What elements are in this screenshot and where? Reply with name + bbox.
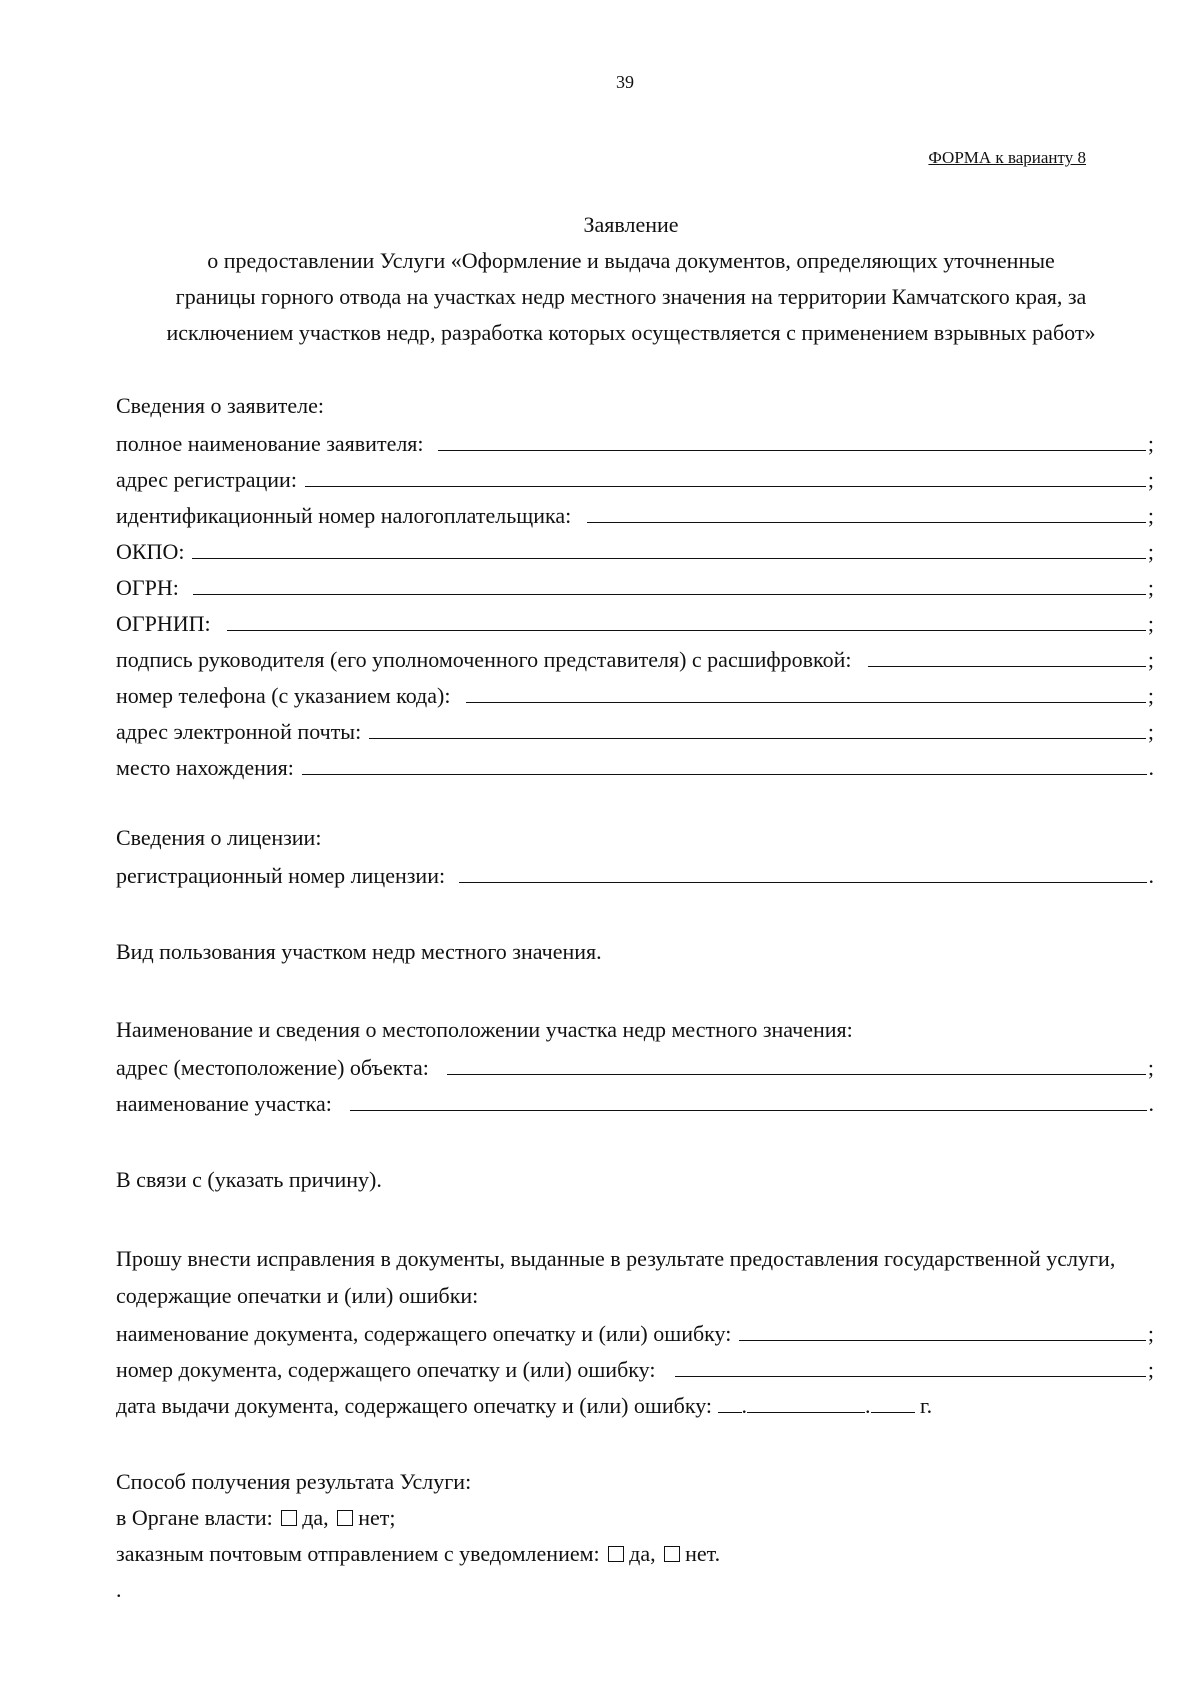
field-punct: ; — [1147, 719, 1154, 744]
field-punct: ; — [1147, 611, 1154, 636]
field-site-address — [116, 1048, 1154, 1084]
field-signature — [116, 640, 1154, 676]
field-label: наименование участка: — [116, 1091, 332, 1116]
delivery-heading: Способ получения результата Услуги: — [116, 1469, 472, 1494]
field-issue-date — [116, 1386, 1154, 1422]
registration-address-input-line[interactable] — [305, 460, 1146, 487]
issue-date-year-line[interactable] — [871, 1386, 915, 1413]
form-reference: ФОРМА к варианту 8 — [928, 148, 1086, 167]
field-label: регистрационный номер лицензии: — [116, 863, 446, 888]
field-punct: ; — [1147, 1357, 1154, 1382]
date-year-suffix: г. — [920, 1393, 933, 1418]
document-name-input-line[interactable] — [739, 1314, 1146, 1341]
delivery-mail-row — [116, 1536, 1154, 1572]
field-document-number — [116, 1350, 1154, 1386]
site-heading: Наименование и сведения о местоположении участка недр местного значения: — [116, 1017, 853, 1042]
field-email — [116, 712, 1154, 748]
field-okpo — [116, 532, 1154, 568]
field-punct: . — [1148, 755, 1154, 780]
phone-input-line[interactable] — [466, 676, 1145, 703]
authority-no-checkbox[interactable] — [337, 1510, 353, 1526]
field-label: адрес (местоположение) объекта: — [116, 1055, 429, 1080]
applicant-heading: Сведения о заявителе: — [116, 393, 325, 418]
field-ogrn — [116, 568, 1154, 604]
issue-date-label: дата выдачи документа, содержащего опечатку и (или) ошибку: — [116, 1393, 713, 1418]
field-punct: ; — [1147, 1055, 1154, 1080]
field-inn — [116, 496, 1154, 532]
mail-no-checkbox[interactable] — [664, 1546, 680, 1562]
full-name-input-line[interactable] — [438, 424, 1146, 451]
title-heading: Заявление — [583, 212, 679, 237]
field-label: полное наименование заявителя: — [116, 431, 424, 456]
field-full-name — [116, 424, 1154, 460]
delivery-authority-row — [116, 1500, 1154, 1536]
field-label: ОГРН: — [116, 575, 179, 600]
ogrnip-input-line[interactable] — [227, 604, 1146, 631]
date-separator: . — [865, 1393, 871, 1418]
checkbox-label-yes: да, — [629, 1541, 656, 1566]
field-punct: ; — [1147, 467, 1154, 492]
request-text: Прошу внести исправления в документы, выданные в результате предоставления государственной услуги, содержащие опечатки и (или) ошибки: — [116, 1246, 1116, 1308]
field-punct: ; — [1147, 1321, 1154, 1346]
reason-text: В связи с (указать причину). — [116, 1167, 382, 1192]
field-punct: . — [1148, 1091, 1154, 1116]
field-label: подпись руководителя (его уполномоченного представителя) с расшифровкой: — [116, 647, 852, 672]
title-line-2: границы горного отвода на участках недр местного значения на территории Камчатского края, за — [175, 284, 1087, 309]
okpo-input-line[interactable] — [192, 532, 1145, 559]
authority-yes-checkbox[interactable] — [281, 1510, 297, 1526]
checkbox-label-no: нет. — [685, 1541, 721, 1566]
site-address-input-line[interactable] — [447, 1048, 1146, 1075]
delivery-mail-label: заказным почтовым отправлением с уведомлением: — [116, 1541, 600, 1566]
title-line-1: о предоставлении Услуги «Оформление и выдача документов, определяющих уточненные — [207, 248, 1055, 273]
usage-type-text: Вид пользования участком недр местного значения. — [116, 939, 602, 964]
field-punct: ; — [1147, 539, 1154, 564]
inn-input-line[interactable] — [587, 496, 1146, 523]
title-line-3: исключением участков недр, разработка которых осуществляется с применением взрывных работ» — [166, 320, 1096, 345]
field-punct: ; — [1147, 575, 1154, 600]
location-input-line[interactable] — [302, 748, 1147, 775]
license-number-input-line[interactable] — [459, 856, 1146, 883]
page-number: 39 — [616, 72, 634, 92]
issue-date-month-line[interactable] — [747, 1386, 865, 1413]
date-separator: . — [741, 1393, 748, 1418]
field-punct: ; — [1147, 503, 1154, 528]
field-ogrnip — [116, 604, 1154, 640]
mail-yes-checkbox[interactable] — [608, 1546, 624, 1562]
delivery-authority-label: в Органе власти: — [116, 1505, 273, 1530]
field-location — [116, 748, 1154, 784]
field-registration-address — [116, 460, 1154, 496]
applicant-fields — [116, 424, 1154, 784]
field-document-name — [116, 1314, 1154, 1350]
ogrn-input-line[interactable] — [193, 568, 1146, 595]
field-label: наименование документа, содержащего опечатку и (или) ошибку: — [116, 1321, 732, 1346]
email-input-line[interactable] — [369, 712, 1146, 739]
checkbox-label-no: нет; — [358, 1505, 396, 1530]
checkbox-label-yes: да, — [302, 1505, 329, 1530]
field-label: номер телефона (с указанием кода): — [116, 683, 451, 708]
field-label: адрес регистрации: — [116, 467, 297, 492]
document-title — [100, 207, 1162, 351]
field-punct: ; — [1147, 647, 1154, 672]
field-license-number — [116, 856, 1154, 892]
document-number-input-line[interactable] — [675, 1350, 1145, 1377]
field-label: номер документа, содержащего опечатку и (или) ошибку: — [116, 1357, 656, 1382]
field-punct: ; — [1147, 431, 1154, 456]
site-name-input-line[interactable] — [350, 1084, 1147, 1111]
field-site-name — [116, 1084, 1154, 1120]
issue-date-day-line[interactable] — [718, 1386, 742, 1413]
field-label: ОКПО: — [116, 539, 185, 564]
field-phone — [116, 676, 1154, 712]
trailing-dot: . — [116, 1577, 122, 1602]
signature-input-line[interactable] — [868, 640, 1146, 667]
license-heading: Сведения о лицензии: — [116, 825, 322, 850]
field-label: идентификационный номер налогоплательщика: — [116, 503, 572, 528]
field-punct: . — [1148, 863, 1154, 888]
field-label: место нахождения: — [116, 755, 294, 780]
field-label: адрес электронной почты: — [116, 719, 362, 744]
field-label: ОГРНИП: — [116, 611, 211, 636]
field-punct: ; — [1147, 683, 1154, 708]
form-body — [116, 388, 1154, 1608]
